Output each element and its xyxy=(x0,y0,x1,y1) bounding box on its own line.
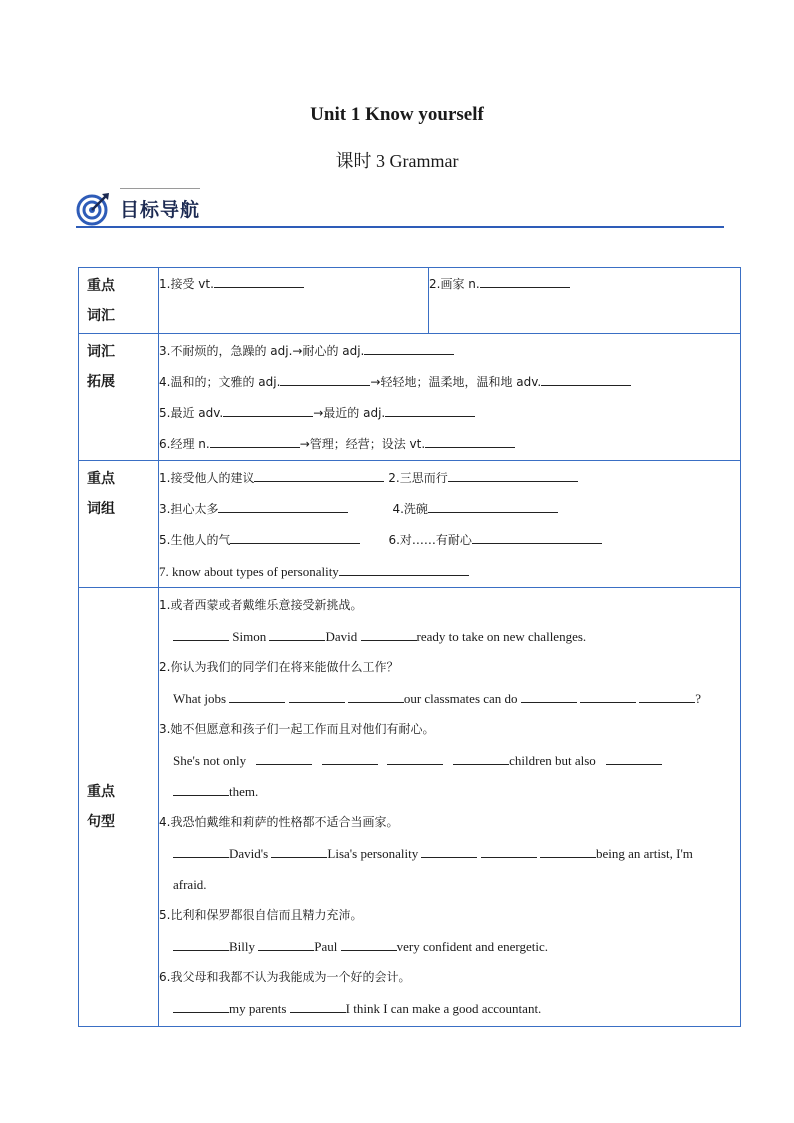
sentence-word: She's not only xyxy=(173,753,247,768)
head-line: 重点 xyxy=(87,784,115,800)
phrase-item: 2.三思而行 xyxy=(388,471,448,485)
answer-blank[interactable] xyxy=(290,1000,346,1013)
extend-item: →最近的 adj. xyxy=(313,406,386,420)
extend-cell xyxy=(159,334,741,461)
phrase-item: 5.生他人的气 xyxy=(159,533,231,547)
sentence-word: ? xyxy=(695,691,702,706)
goals-table xyxy=(78,267,741,1027)
vocab-cell-right xyxy=(429,268,741,334)
sentence-word: Lisa's personality xyxy=(327,846,419,861)
answer-blank[interactable] xyxy=(540,845,596,858)
answer-blank[interactable] xyxy=(481,845,537,858)
vocab-cell-left xyxy=(159,268,429,334)
sentence-word: ready to take on new challenges. xyxy=(416,629,587,644)
head-line: 句型 xyxy=(87,814,115,830)
answer-blank[interactable] xyxy=(271,845,327,858)
target-icon xyxy=(76,192,110,226)
answer-blank[interactable] xyxy=(606,752,662,765)
answer-blank[interactable] xyxy=(256,752,312,765)
sentence-cn: 5.比利和保罗都很自信而且精力充沛。 xyxy=(159,908,363,922)
answer-blank[interactable] xyxy=(223,404,313,417)
answer-blank[interactable] xyxy=(364,342,454,355)
phrase-item: 3.担心太多 xyxy=(159,502,219,516)
row-head-key-vocab xyxy=(79,268,159,334)
phrases-cell xyxy=(159,461,741,588)
sentence-word: very confident and energetic. xyxy=(396,939,549,954)
sentence-word: my parents xyxy=(229,1001,287,1016)
row-head-key-phrases xyxy=(79,461,159,588)
sentence-word: our classmates can do xyxy=(403,691,518,706)
sentence-word: them. xyxy=(229,784,259,799)
sentence-word: Paul xyxy=(314,939,338,954)
extend-item: →管理；经营；设法 vt. xyxy=(299,437,426,451)
sentence-word: I think I can make a good accountant. xyxy=(345,1001,542,1016)
head-line: 重点 xyxy=(87,278,115,294)
phrase-item: 4.洗碗 xyxy=(392,502,428,516)
answer-blank[interactable] xyxy=(453,752,509,765)
answer-blank[interactable] xyxy=(421,845,477,858)
sentence-word: Billy xyxy=(229,939,256,954)
answer-blank[interactable] xyxy=(348,690,404,703)
answer-blank[interactable] xyxy=(173,1000,229,1013)
answer-blank[interactable] xyxy=(254,469,384,482)
head-line: 拓展 xyxy=(87,374,115,390)
row-head-vocab-extend xyxy=(79,334,159,461)
answer-blank[interactable] xyxy=(218,500,348,513)
head-line: 重点 xyxy=(87,471,115,487)
answer-blank[interactable] xyxy=(173,783,229,796)
sentence-cn: 4.我恐怕戴维和莉萨的性格都不适合当画家。 xyxy=(159,815,399,829)
extend-item: 3.不耐烦的，急躁的 adj.→耐心的 adj. xyxy=(159,344,365,358)
sentence-word: being an artist, I'm xyxy=(595,846,693,861)
answer-blank[interactable] xyxy=(385,404,475,417)
answer-blank[interactable] xyxy=(230,531,360,544)
section-top-line xyxy=(120,188,200,189)
answer-blank[interactable] xyxy=(425,435,515,448)
phrase-item: 7. know about types of personality xyxy=(159,564,339,579)
extend-item: 6.经理 n. xyxy=(159,437,210,451)
answer-blank[interactable] xyxy=(289,690,345,703)
row-key-phrases xyxy=(79,461,741,588)
answer-blank[interactable] xyxy=(339,563,469,576)
sentence-cn: 6.我父母和我都不认为我能成为一个好的会计。 xyxy=(159,970,411,984)
answer-blank[interactable] xyxy=(580,690,636,703)
answer-blank[interactable] xyxy=(428,500,558,513)
answer-blank[interactable] xyxy=(269,628,325,641)
vocab-item-accept: 1.接受 vt. xyxy=(159,277,214,291)
vocab-item-artist: 2.画家 n. xyxy=(429,277,480,291)
row-key-sentences xyxy=(79,588,741,1027)
answer-blank[interactable] xyxy=(639,690,695,703)
section-label: 目标导航 xyxy=(120,199,201,221)
head-line: 词汇 xyxy=(87,344,115,360)
answer-blank[interactable] xyxy=(472,531,602,544)
sentences-cell xyxy=(159,588,741,1027)
answer-blank[interactable] xyxy=(322,752,378,765)
sentence-word: David's xyxy=(229,846,269,861)
answer-blank[interactable] xyxy=(448,469,578,482)
row-vocab-extend xyxy=(79,334,741,461)
row-key-vocab xyxy=(79,268,741,334)
answer-blank[interactable] xyxy=(341,938,397,951)
answer-blank[interactable] xyxy=(387,752,443,765)
answer-blank[interactable] xyxy=(480,275,570,288)
answer-blank[interactable] xyxy=(541,373,631,386)
sentence-cn: 2.你认为我们的同学们在将来能做什么工作？ xyxy=(159,660,399,674)
head-line: 词汇 xyxy=(87,308,115,324)
sentence-word: afraid. xyxy=(173,877,207,892)
answer-blank[interactable] xyxy=(280,373,370,386)
phrase-item: 6.对……有耐心 xyxy=(388,533,472,547)
sentence-word: children but also xyxy=(509,753,596,768)
answer-blank[interactable] xyxy=(214,275,304,288)
answer-blank[interactable] xyxy=(361,628,417,641)
extend-item: 4.温和的；文雅的 adj. xyxy=(159,375,281,389)
answer-blank[interactable] xyxy=(229,690,285,703)
answer-blank[interactable] xyxy=(173,938,229,951)
extend-item: 5.最近 adv. xyxy=(159,406,224,420)
answer-blank[interactable] xyxy=(521,690,577,703)
sentence-cn: 3.她不但愿意和孩子们一起工作而且对他们有耐心。 xyxy=(159,722,435,736)
head-line: 词组 xyxy=(87,501,115,517)
sentence-word: What jobs xyxy=(173,691,227,706)
section-header xyxy=(76,188,724,230)
sentence-cn: 1.或者西蒙或者戴维乐意接受新挑战。 xyxy=(159,598,363,612)
section-rule xyxy=(76,226,724,228)
answer-blank[interactable] xyxy=(258,938,314,951)
answer-blank[interactable] xyxy=(210,435,300,448)
answer-blank[interactable] xyxy=(173,628,229,641)
page-title: Unit 1 Know yourself xyxy=(310,104,484,125)
sentence-word: David xyxy=(325,629,358,644)
extend-item: →轻轻地；温柔地，温和地 adv. xyxy=(370,375,542,389)
row-head-key-sentences xyxy=(79,588,159,1027)
phrase-item: 1.接受他人的建议 xyxy=(159,471,255,485)
answer-blank[interactable] xyxy=(173,845,229,858)
sentence-word: Simon xyxy=(232,629,267,644)
page-subtitle: 课时 3 Grammar xyxy=(335,151,459,171)
